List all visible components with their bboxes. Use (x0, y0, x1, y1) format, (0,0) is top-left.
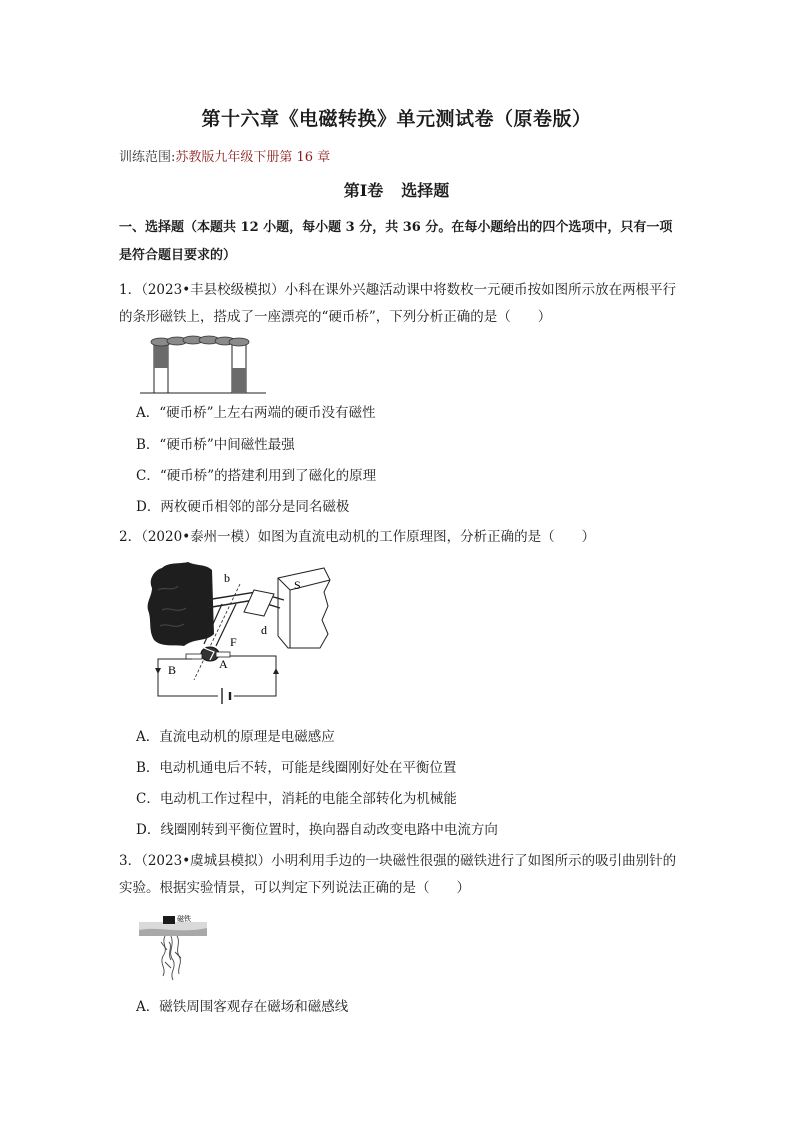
volume-title-part1: 第Ⅰ卷 (343, 181, 384, 200)
label-magnet: 磁铁 (177, 915, 191, 923)
question-1-option-a: A．“硬币桥”上左右两端的硬币没有磁性 (136, 405, 376, 421)
label-b: b (224, 571, 230, 585)
training-range-label: 训练范围: (119, 150, 176, 165)
question-3-option-a: A．磁铁周围客观存在磁场和磁感线 (136, 999, 349, 1015)
question-1-option-d: D．两枚硬币相邻的部分是同名磁极 (136, 499, 350, 515)
label-a: A (219, 657, 228, 671)
question-1-option-c: C．“硬币桥”的搭建利用到了磁化的原理 (136, 468, 377, 484)
question-2-option-b: B．电动机通电后不转，可能是线圈刚好处在平衡位置 (136, 760, 457, 776)
coin-bridge-figure (140, 336, 270, 396)
dc-motor-figure (144, 560, 336, 712)
document-title: 第十六章《电磁转换》单元测试卷（原卷版） (201, 108, 592, 130)
question-2-option-d: D．线圈刚转到平衡位置时，换向器自动改变电路中电流方向 (136, 822, 498, 838)
label-s: S (294, 578, 301, 592)
label-d: d (261, 623, 267, 637)
training-range (119, 146, 330, 165)
magnet-paperclip-figure (139, 912, 211, 984)
volume-title (0, 178, 793, 201)
volume-title-part2: 选择题 (401, 181, 450, 200)
question-2-option-a: A．直流电动机的原理是电磁感应 (136, 729, 335, 745)
question-2-stem: 2．（2020•泰州一模）如图为直流电动机的工作原理图，分析正确的是（ ） (119, 529, 596, 545)
label-f: F (230, 635, 237, 649)
training-range-value: 苏教版九年级下册第 16 章 (175, 150, 331, 165)
question-1-option-b: B．“硬币桥”中间磁性最强 (136, 437, 295, 453)
section-heading: 一、选择题（本题共 12 小题，每小题 3 分，共 36 分。在每小题给出的四个选项中，只有一项是符合题目要求的） (119, 220, 673, 263)
label-b-brush: B (168, 663, 177, 677)
question-2-option-c: C．电动机工作过程中，消耗的电能全部转化为机械能 (136, 791, 457, 807)
question-1-stem: 1．（2023•丰县校级模拟）小科在课外兴趣活动课中将数枚一元硬币按如图所示放在两根平行的条形磁铁上，搭成了一座漂亮的“硬币桥”，下列分析正确的是（ ） (119, 282, 677, 325)
question-3-stem: 3．（2023•虞城县模拟）小明利用手边的一块磁性很强的磁铁进行了如图所示的吸引曲别针的实验。根据实验情景，可以判定下列说法正确的是（ ） (119, 853, 677, 896)
